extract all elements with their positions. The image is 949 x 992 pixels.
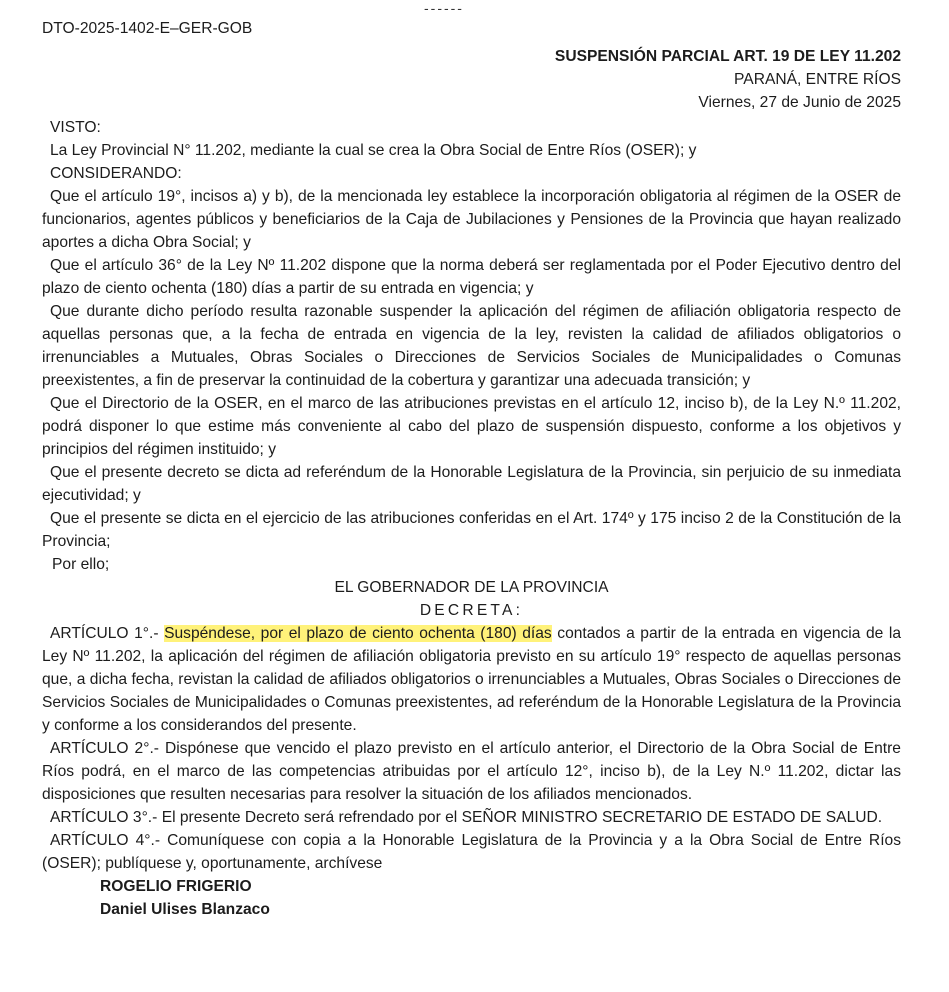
considerando-paragraph: Que el presente decreto se dicta ad referéndum de la Honorable Legislatura de la Provincia, sin perjuicio de su inmediata ejecutividad; y bbox=[42, 464, 901, 504]
considerando-paragraph: Que el presente se dicta en el ejercicio de las atribuciones conferidas en el Art. 174º y 175 inciso 2 de la Constitución de la Provincia; bbox=[42, 510, 901, 550]
considerando-paragraph: Que durante dicho período resulta razonable suspender la aplicación del régimen de afiliación obligatoria respecto de aquellas personas que, a la fecha de entrada en vigencia de la ley, revisten la calidad de afiliados obligatorios o irrenunciables a Mutuales, Obras Sociales o Direcciones de Servicios Sociales de Municipalidades o Comunas preexistentes, a fin de preservar la continuidad de la cobertura y garantizar una adecuada transición; y bbox=[42, 303, 901, 389]
articulo-1-highlight: Suspéndese, por el plazo de ciento ochenta (180) días bbox=[164, 625, 552, 642]
decreta-heading: DECRETA: bbox=[419, 602, 524, 619]
articulo-1-text: contados a partir de la entrada en vigencia de la Ley Nº 11.202, la aplicación del régimen de afiliación obligatoria previsto en su artículo 19° respecto de aquellas personas que, a dicha fecha, revistan la calidad de afiliados obligatorios o irrenunciables a Mutuales, Obras Sociales o Direcciones de Servicios Sociales de Municipalidades o Comunas preexistentes, ad referéndum de la Honorable Legislatura de la Provincia y conforme a los considerandos del presente. bbox=[42, 625, 901, 734]
articulo-2-text: Dispónese que vencido el plazo previsto en el artículo anterior, el Directorio de la Obra Social de Entre Ríos podrá, en el marco de las competencias atribuidas por el artículo 12°, inciso b), de la Ley N.º 11.202, dictar las disposiciones que resulten necesarias para resolver la situación de los afiliados mencionados. bbox=[42, 740, 901, 803]
articulo-3-label: ARTÍCULO 3°.- bbox=[50, 809, 158, 826]
document-date: Viernes, 27 de Junio de 2025 bbox=[698, 94, 901, 111]
considerando-paragraph: Que el artículo 36° de la Ley Nº 11.202 dispone que la norma deberá ser reglamentada por el Poder Ejecutivo dentro del plazo de ciento ochenta (180) días a partir de su entrada en vigencia; y bbox=[42, 257, 901, 297]
articulo-2 bbox=[42, 737, 901, 806]
visto-text: La Ley Provincial N° 11.202, mediante la cual se crea la Obra Social de Entre Ríos (OSER); y bbox=[50, 142, 697, 159]
por-ello: Por ello; bbox=[52, 556, 110, 573]
document-place: PARANÁ, ENTRE RÍOS bbox=[734, 71, 901, 88]
considerando-paragraph: Que el artículo 19°, incisos a) y b), de la mencionada ley establece la incorporación obligatoria al régimen de la OSER de funcionarios, agentes públicos y beneficiarios de la Caja de Jubilaciones y Pensiones de la Provincia que hayan realizado aportes a dicha Obra Social; y bbox=[42, 188, 901, 251]
top-mark: ------ bbox=[424, 0, 464, 16]
articulo-1 bbox=[42, 622, 901, 737]
articulo-3-text: El presente Decreto será refrendado por el SEÑOR MINISTRO SECRETARIO DE ESTADO DE SALUD. bbox=[161, 809, 883, 826]
considerando-label: CONSIDERANDO: bbox=[50, 165, 182, 182]
document-title: SUSPENSIÓN PARCIAL ART. 19 DE LEY 11.202 bbox=[554, 48, 901, 65]
signature-minister: Daniel Ulises Blanzaco bbox=[100, 901, 270, 918]
articulo-2-label: ARTÍCULO 2°.- bbox=[50, 740, 159, 757]
document-header bbox=[555, 45, 901, 114]
articulo-4 bbox=[42, 829, 901, 875]
articulo-1-label: ARTÍCULO 1°.- bbox=[50, 625, 159, 642]
document-body bbox=[42, 116, 901, 921]
articulo-3 bbox=[42, 806, 901, 829]
signature-governor: ROGELIO FRIGERIO bbox=[100, 878, 252, 895]
gobernador-heading: EL GOBERNADOR DE LA PROVINCIA bbox=[334, 579, 609, 596]
articulo-4-label: ARTÍCULO 4°.- bbox=[50, 832, 161, 849]
document-id: DTO-2025-1402-E–GER-GOB bbox=[42, 20, 253, 37]
visto-label: VISTO: bbox=[50, 119, 101, 136]
articulo-4-text: Comuníquese con copia a la Honorable Legislatura de la Provincia y a la Obra Social de Entre Ríos (OSER); publíquese y, oportunamente, archívese bbox=[42, 832, 901, 872]
considerando-paragraph: Que el Directorio de la OSER, en el marco de las atribuciones previstas en el artículo 12, inciso b), de la Ley N.º 11.202, podrá disponer lo que estime más conveniente al cabo del plazo de suspensión dispuesto, conforme a los objetivos y principios del régimen instituido; y bbox=[42, 395, 901, 458]
